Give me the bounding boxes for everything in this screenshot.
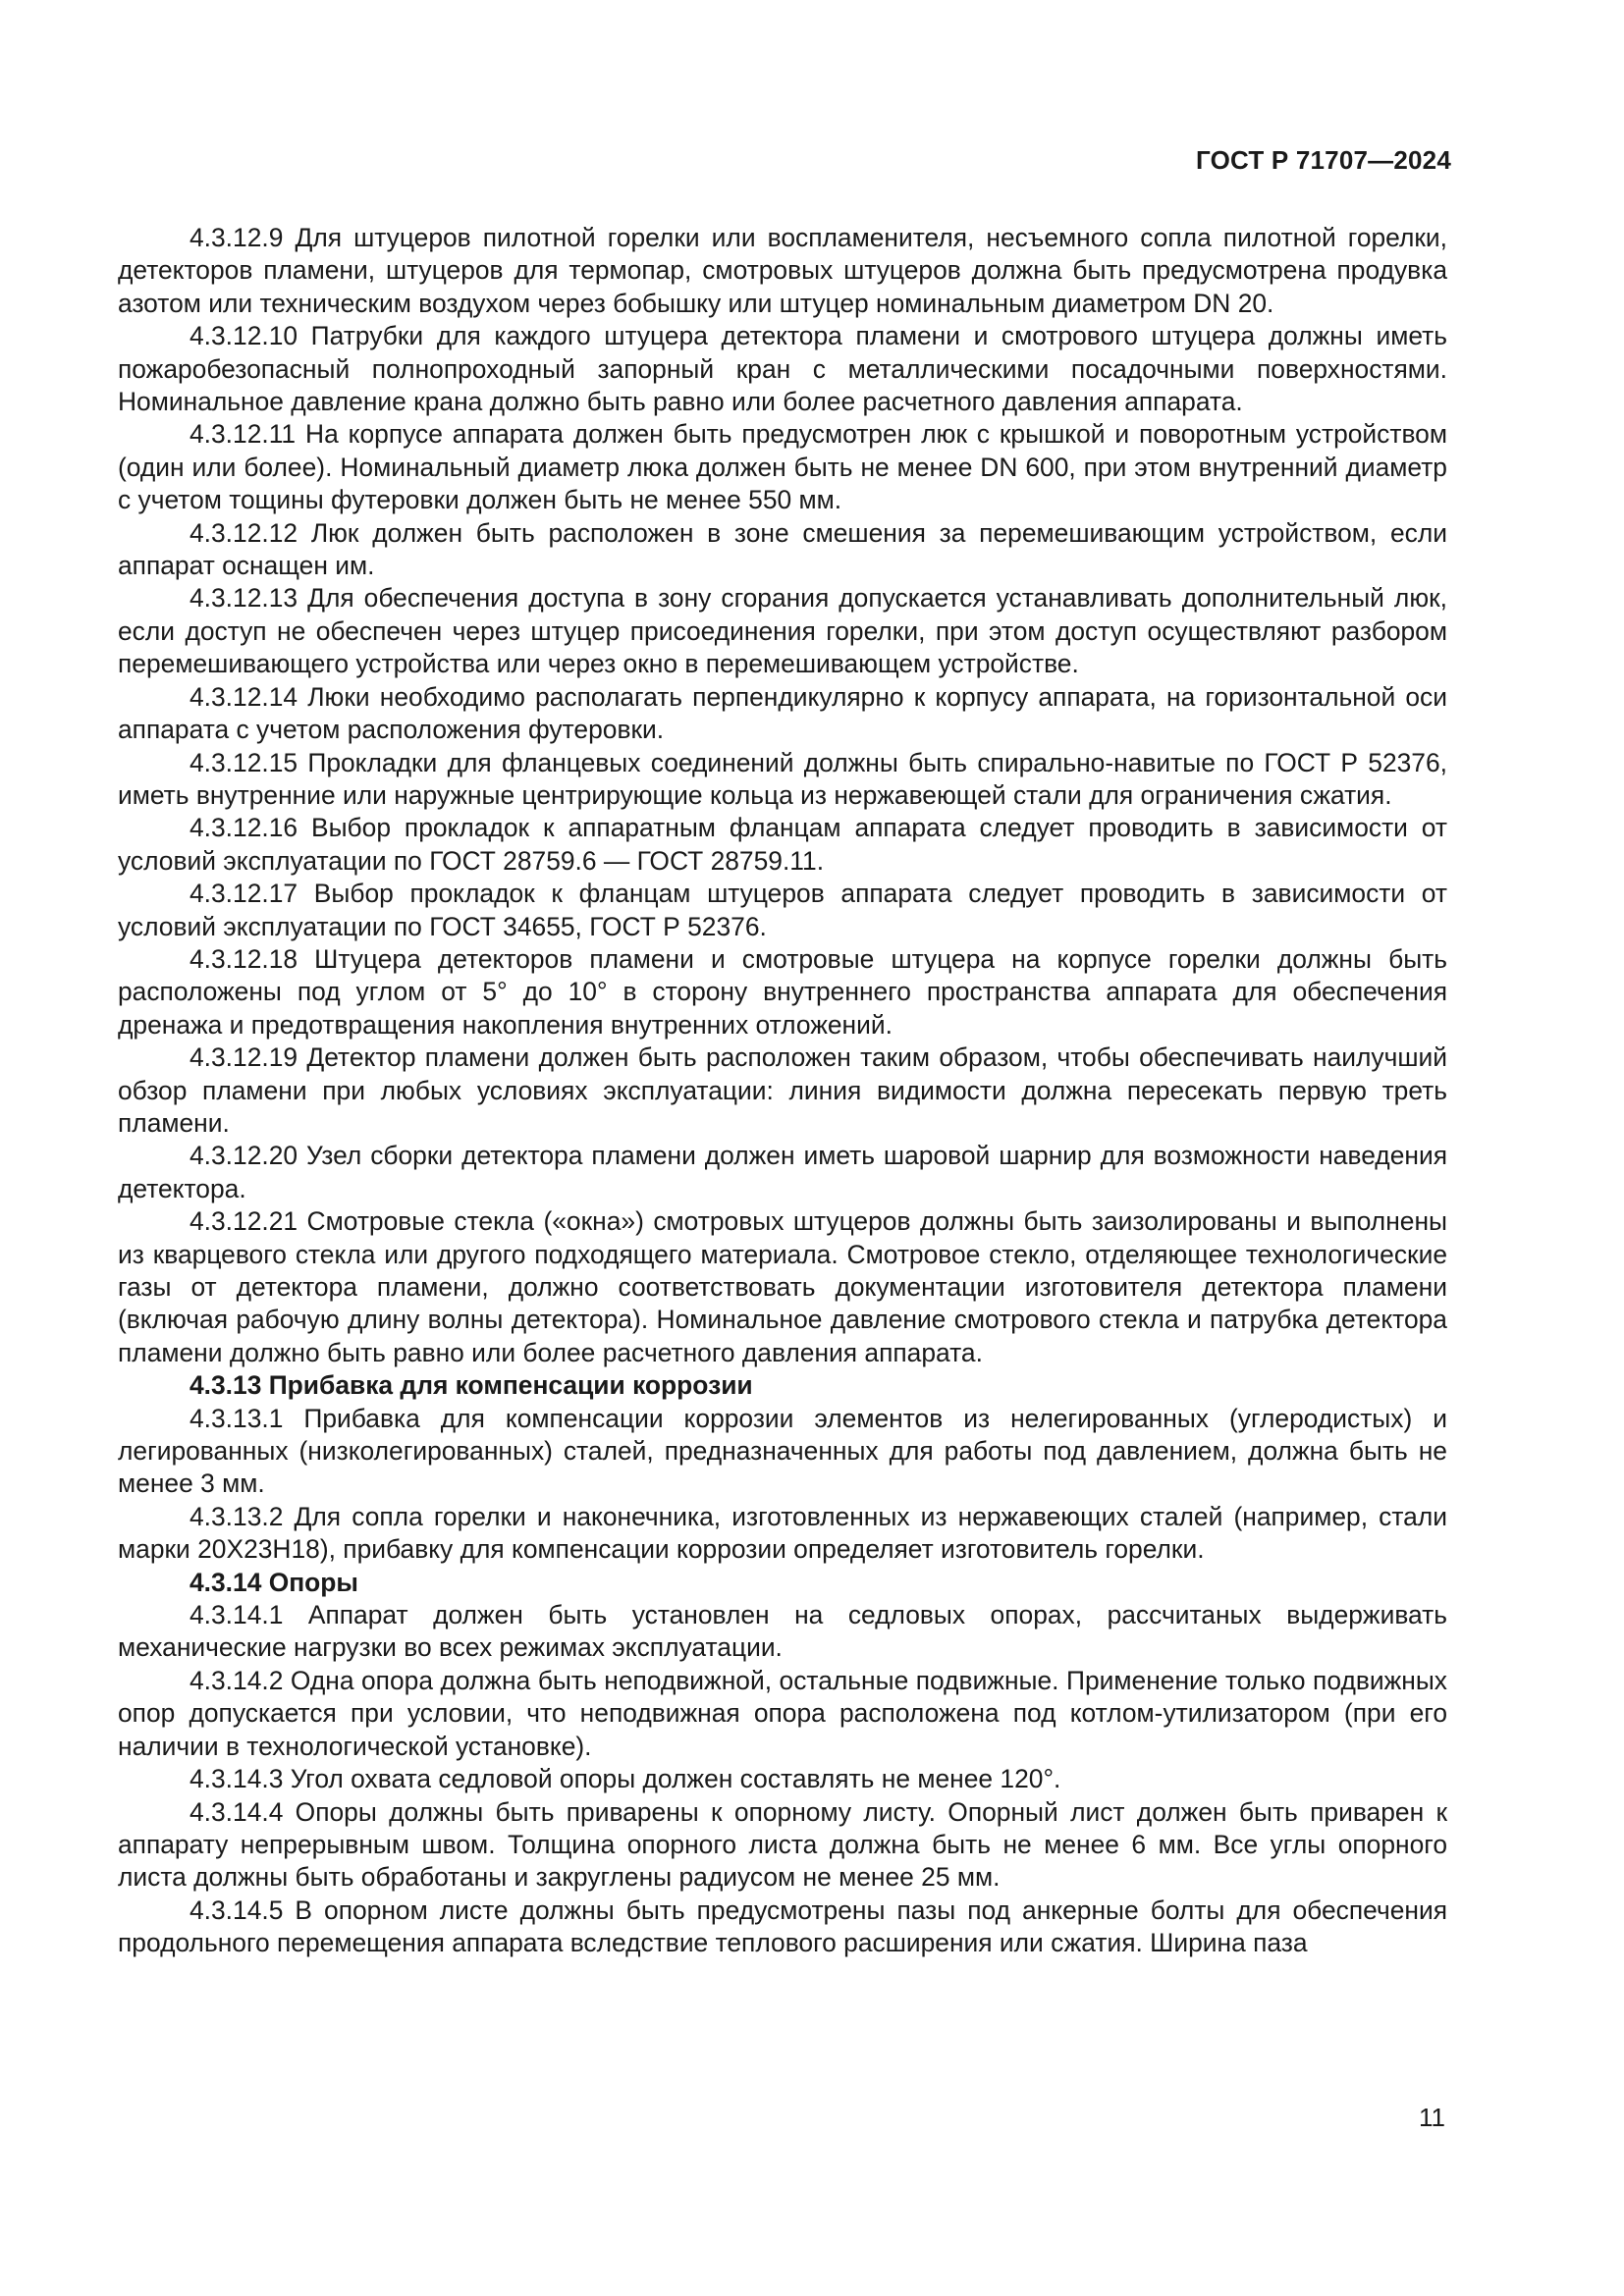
clause-4-3-12-16: 4.3.12.16 Выбор прокладок к аппаратным фланцам аппарата следует проводить в зависимости от условий эксплуатации по ГОСТ 28759.6 — ГОСТ 28759.11. [118, 813, 1447, 876]
clause-4-3-14-4: 4.3.14.4 Опоры должны быть приварены к опорному листу. Опорный лист должен быть приварен к аппарату непрерывным швом. Толщина опорного листа должна быть не менее 6 мм. Все углы опорного листа должны быть обработаны и закруглены радиусом не менее 25 мм. [118, 1796, 1447, 1893]
clause-4-3-13-1: 4.3.13.1 Прибавка для компенсации коррозии элементов из нелегированных (углеродистых) и легированных (низколегированных) сталей, предназначенных для работы под давлением, должна быть не менее 3 мм. [118, 1403, 1447, 1499]
clause-4-3-14-2: 4.3.14.2 Одна опора должна быть неподвижной, остальные подвижные. Применение только подвижных опор допускается при условии, что неподвижная опора расположена под котлом-утилизатором (при его наличии в технологической установке). [118, 1665, 1447, 1761]
clause-4-3-12-13: 4.3.12.13 Для обеспечения доступа в зону сгорания допускается устанавливать дополнительный люк, если доступ не обеспечен через штуцер присоединения горелки, при этом доступ осуществляют разбором перемешивающего устройства или через окно в перемешивающем устройстве. [118, 583, 1447, 679]
clause-4-3-12-18: 4.3.12.18 Штуцера детекторов пламени и смотровые штуцера на корпусе горелки должны быть расположены под углом от 5° до 10° в сторону внутреннего пространства аппарата для обеспечения дренажа и предотвращения накопления внутренних отложений. [118, 943, 1447, 1040]
document-body [118, 222, 1447, 1960]
clause-4-3-14-1: 4.3.14.1 Аппарат должен быть установлен на седловых опорах, рассчитаных выдерживать механические нагрузки во всех режимах эксплуатации. [118, 1600, 1447, 1663]
clause-4-3-14-5: 4.3.14.5 В опорном листе должны быть предусмотрены пазы под анкерные болты для обеспечения продольного перемещения аппарата вследствие теплового расширения или сжатия. Ширина паза [118, 1895, 1447, 1958]
clause-4-3-14-3: 4.3.14.3 Угол охвата седловой опоры должен составлять не менее 120°. [189, 1764, 1061, 1794]
section-heading-4-3-13: 4.3.13 Прибавка для компенсации коррозии [189, 1370, 753, 1401]
clause-4-3-13-2: 4.3.13.2 Для сопла горелки и наконечника, изготовленных из нержавеющих сталей (например, стали марки 20Х23Н18), прибавку для компенсации коррозии определяет изготовитель горелки. [118, 1501, 1447, 1565]
clause-4-3-12-10: 4.3.12.10 Патрубки для каждого штуцера детектора пламени и смотрового штуцера должны иметь пожаробезопасный полнопроходный запорный кран с металлическими посадочными поверхностями. Номинальное давление крана должно быть равно или более расчетного давления аппарата. [118, 321, 1447, 417]
clause-4-3-12-14: 4.3.12.14 Люки необходимо располагать перпендикулярно к корпусу аппарата, на горизонтальной оси аппарата с учетом расположения футеровки. [118, 681, 1447, 745]
clause-4-3-12-20: 4.3.12.20 Узел сборки детектора пламени должен иметь шаровой шарнир для возможности наведения детектора. [118, 1141, 1447, 1203]
clause-4-3-12-9: 4.3.12.9 Для штуцеров пилотной горелки или воспламенителя, несъемного сопла пилотной горелки, детекторов пламени, штуцеров для термопар, смотровых штуцеров должна быть предусмотрена продувка азотом или техническим воздухом через бобышку или штуцер номинальным диаметром DN 20. [118, 223, 1447, 318]
clause-4-3-12-21: 4.3.12.21 Смотровые стекла («окна») смотровых штуцеров должны быть заизолированы и выполнены из кварцевого стекла или другого подходящего материала. Смотровое стекло, отделяющее технологические газы от детектора пламени, должно соответствовать документации изготовителя детектора пламени (включая рабочую длину волны детектора). Номинальное давление смотрового стекла и патрубка детектора пламени должно быть равно или более расчетного давления аппарата. [118, 1206, 1447, 1367]
clause-4-3-12-12: 4.3.12.12 Люк должен быть расположен в зоне смешения за перемешивающим устройством, если аппарат оснащен им. [118, 517, 1447, 581]
document-code-header: ГОСТ Р 71707—2024 [1196, 145, 1451, 175]
clause-4-3-12-15: 4.3.12.15 Прокладки для фланцевых соединений должны быть спирально-навитые по ГОСТ Р 52376, иметь внутренние или наружные центрирующие кольца из нержавеющей стали для ограничения сжатия. [118, 747, 1447, 810]
section-heading-4-3-14: 4.3.14 Опоры [189, 1567, 358, 1597]
page-number: 11 [1419, 2103, 1445, 2132]
clause-4-3-12-19: 4.3.12.19 Детектор пламени должен быть расположен таким образом, чтобы обеспечивать наилучший обзор пламени при любых условиях эксплуатации: линия видимости должна пересекать первую треть пламени. [118, 1042, 1447, 1138]
clause-4-3-12-11: 4.3.12.11 На корпусе аппарата должен быть предусмотрен люк с крышкой и поворотным устройством (один или более). Номинальный диаметр люка должен быть не менее DN 600, при этом внутренний диаметр с учетом тощины футеровки должен быть не менее 550 мм. [118, 419, 1447, 515]
clause-4-3-12-17: 4.3.12.17 Выбор прокладок к фланцам штуцеров аппарата следует проводить в зависимости от условий эксплуатации по ГОСТ 34655, ГОСТ Р 52376. [118, 879, 1447, 941]
